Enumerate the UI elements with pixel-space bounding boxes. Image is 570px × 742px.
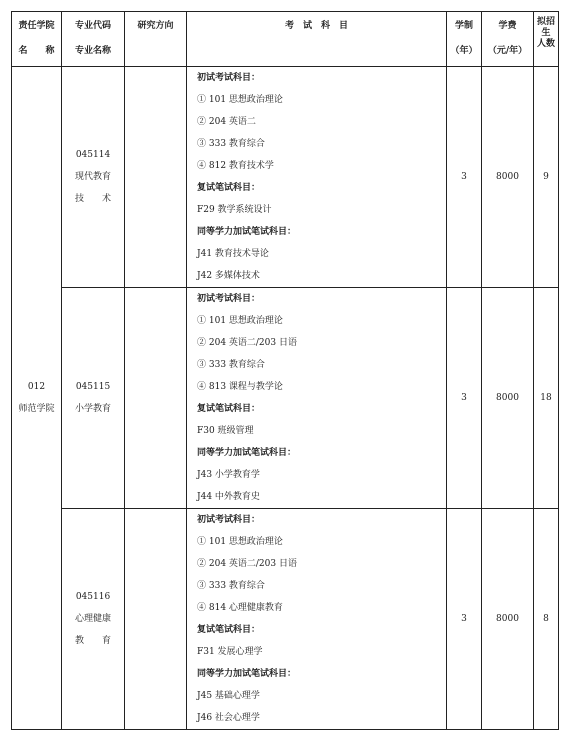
major-name-line2: 教 育	[74, 636, 111, 646]
quota-cell: 18	[534, 288, 559, 509]
header-major-line1: 专业代码	[74, 21, 111, 31]
header-fee-line2: （元/年）	[487, 46, 528, 56]
exam-cell	[187, 67, 447, 288]
fee-cell: 8000	[482, 67, 534, 288]
exam-subject: ④ 813 课程与教学论	[197, 382, 283, 392]
header-row	[12, 12, 559, 67]
exam-subject: J44 中外教育史	[197, 492, 260, 502]
header-college-line2: 名 称	[18, 46, 55, 56]
quota-cell: 8	[534, 509, 559, 730]
quota-cell: 9	[534, 67, 559, 288]
exam-heading: 同等学力加试笔试科目：	[197, 669, 297, 679]
table-row	[12, 509, 559, 730]
exam-heading: 初试考试科目：	[197, 73, 261, 83]
duration-cell: 3	[447, 509, 482, 730]
major-name-line1: 现代教育	[74, 172, 111, 182]
exam-cell	[187, 509, 447, 730]
exam-heading: 同等学力加试笔试科目：	[197, 448, 297, 458]
header-quota	[534, 12, 559, 67]
major-name-line1: 心理健康	[74, 614, 111, 624]
exam-subject: J45 基础心理学	[197, 691, 260, 701]
table-row	[12, 67, 559, 288]
exam-subject: J41 教育技术导论	[197, 249, 269, 259]
header-quota-line1: 拟招生	[536, 17, 555, 38]
exam-subject: ① 101 思想政治理论	[197, 537, 283, 547]
exam-subject: J42 多媒体技术	[197, 271, 260, 281]
exam-heading: 复试笔试科目：	[197, 183, 261, 193]
college-code: 012	[27, 382, 46, 392]
table-row	[12, 288, 559, 509]
enrollment-table	[11, 11, 559, 730]
exam-cell	[187, 288, 447, 509]
header-college-line1: 责任学院	[18, 21, 55, 31]
header-exam-label: 考 试 科 目	[284, 21, 348, 31]
major-code: 045116	[75, 592, 111, 602]
exam-heading: 初试考试科目：	[197, 294, 261, 304]
exam-heading: 初试考试科目：	[197, 515, 261, 525]
exam-subject: F30 班级管理	[197, 426, 254, 436]
fee-cell: 8000	[482, 288, 534, 509]
header-major-line2: 专业名称	[74, 46, 111, 56]
major-cell	[62, 288, 125, 509]
major-cell	[62, 67, 125, 288]
exam-subject: ① 101 思想政治理论	[197, 95, 283, 105]
exam-heading: 复试笔试科目：	[197, 625, 261, 635]
header-fee	[482, 12, 534, 67]
header-direction	[125, 12, 187, 67]
exam-subject: ④ 814 心理健康教育	[197, 603, 283, 613]
direction-cell	[125, 509, 187, 730]
exam-subject: F31 发展心理学	[197, 647, 263, 657]
header-duration-line1: 学制	[454, 21, 473, 31]
header-fee-line1: 学费	[498, 21, 517, 31]
exam-subject: ③ 333 教育综合	[197, 581, 265, 591]
exam-subject: ④ 812 教育技术学	[197, 161, 274, 171]
duration-cell: 3	[447, 288, 482, 509]
duration-cell: 3	[447, 67, 482, 288]
exam-subject: F29 教学系统设计	[197, 205, 272, 215]
direction-cell	[125, 67, 187, 288]
major-name-line1: 小学教育	[74, 404, 111, 414]
exam-subject: ③ 333 教育综合	[197, 360, 265, 370]
exam-subject: ③ 333 教育综合	[197, 139, 265, 149]
exam-subject: ② 204 英语二	[197, 117, 256, 127]
header-college	[12, 12, 62, 67]
direction-cell	[125, 288, 187, 509]
exam-subject: ② 204 英语二/203 日语	[197, 338, 297, 348]
major-code: 045114	[75, 150, 111, 160]
fee-cell: 8000	[482, 509, 534, 730]
major-code: 045115	[75, 382, 111, 392]
college-cell	[12, 67, 62, 730]
header-major	[62, 12, 125, 67]
exam-subject: ② 204 英语二/203 日语	[197, 559, 297, 569]
exam-heading: 复试笔试科目：	[197, 404, 261, 414]
major-name-line2: 技 术	[74, 194, 111, 204]
header-exam	[187, 12, 447, 67]
exam-heading: 同等学力加试笔试科目：	[197, 227, 297, 237]
exam-subject: J46 社会心理学	[197, 713, 260, 723]
exam-subject: J43 小学教育学	[197, 470, 260, 480]
exam-subject: ① 101 思想政治理论	[197, 316, 283, 326]
header-duration-line2: （年）	[450, 46, 478, 56]
header-duration	[447, 12, 482, 67]
header-direction-label: 研究方向	[137, 21, 174, 31]
header-quota-line2: 人数	[536, 39, 555, 49]
college-name: 师范学院	[18, 404, 55, 414]
major-cell	[62, 509, 125, 730]
